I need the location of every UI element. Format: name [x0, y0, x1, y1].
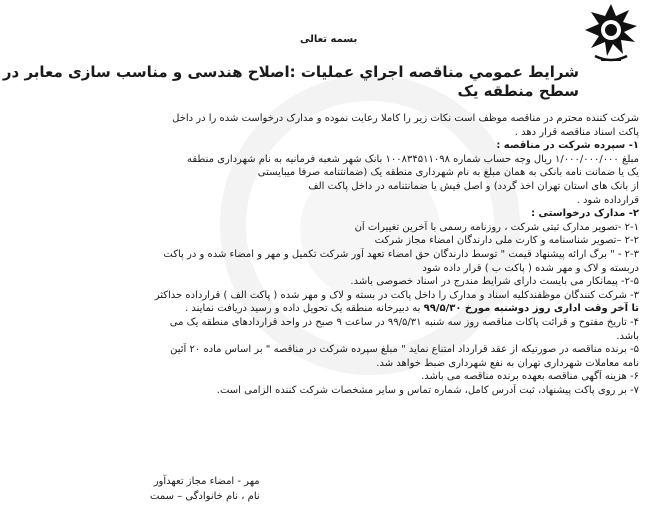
- section-1-line-4: قرارداده شود .: [576, 194, 639, 206]
- section-4-line-1: ۴- تاریخ مفتوح و قرائت پاکات مناقصه روز سه شنبه ۹۹/۵/۳۱ در ساعت ۹ صبح در واحد قراردادهای منطقه یک می: [169, 316, 639, 328]
- document-title: [2, 63, 579, 101]
- section-1-line-1: مبلغ ۱/۰۰۰/۰۰۰/۰۰۰ ریال وجه حساب شماره ۱۰۰۸۳۴۵۱۱۰۹۸ بانک شهر شعبه فرمانیه به نام شهرداری منطقه: [186, 153, 639, 165]
- signature-line-2: نام ، نام خانوادگی – سمت: [150, 491, 260, 502]
- tehran-municipality-emblem-icon: [581, 2, 641, 64]
- section-2-3-line-2: دربسته و لاک و مهر شده ( پاکت ب ) قرار داده شود: [422, 262, 639, 274]
- section-5-line-2: نامه معاملات شهرداری تهران به نفع شهرداری ضبط خواهد شد.: [376, 357, 639, 369]
- section-1-line-3: [19, 180, 639, 194]
- intro-line-2: پاکت اسناد مناقصه قرار دهد .: [514, 126, 639, 138]
- title-line-2: سطح منطقه یک: [457, 82, 579, 100]
- section-4-line-2: باشد.: [616, 330, 639, 342]
- section-1-line-3a: از بانک های استان تهران اخذ گردد): [493, 180, 639, 192]
- section-1-line-3b: و اصل فیش یا ضمانتنامه در داخل پاکت الف: [308, 180, 491, 192]
- section-2-3-line-1: ۲-۳ - " برگ ارائه پیشنهاد قیمت " توسط دارندگان حق امضاء تعهد آور شرکت تکمیل و مهر و امضاء شده و در پاکت: [163, 248, 639, 260]
- signature-block: [150, 474, 260, 504]
- section-6: ۶- هزینه آگهی مناقصه بعهده برنده مناقصه می باشد.: [421, 371, 639, 383]
- section-3-line-1: ۳- شرکت کنندگان موظفندکلیه اسناد و مدارک را داخل پاکت در بسته و لاک و مهر شده ( پاکت الف ) قرارداده حداکثر: [154, 289, 639, 301]
- section-3-deadline: تا آخر وقت اداری روز دوشنبه مورخ ۹۹/۵/۳۰: [423, 303, 639, 315]
- section-3-line-2-rest: به دبیرخانه منطقه یک تحویل داده و رسید دریافت نمایند .: [185, 303, 421, 315]
- section-2-title: ۲- مدارک درخواستی :: [531, 208, 639, 220]
- document-body: [19, 112, 639, 397]
- bismillah-heading: بسمه تعالی: [300, 34, 358, 45]
- signature-line-1: مهر - امضاء مجاز تعهدآور: [153, 476, 260, 487]
- intro-line-1: شرکت کننده محترم در مناقصه موظف است نکات زیر را کاملا رعایت نموده و مدارک درخواست شده را در داخل: [172, 113, 639, 124]
- section-1-line-2b: (ضمانتنامه صرفا میبایستی: [257, 167, 368, 179]
- section-1-title: ۱- سپرده شرکت در مناقصه :: [496, 140, 639, 152]
- section-7: ۷- بر روی پاکت پیشنهاد، ثبت آدرس کامل، شماره تماس و سایر مشخصات شرکت کننده الزامی است.: [216, 384, 639, 396]
- section-5-line-1: ۵- برنده مناقصه در صورتیکه از عقد قرارداد امتناع نماید " مبلغ سپرده شرکت در مناقصه " بر اساس ماده ۲۰ آئین: [170, 344, 639, 356]
- section-1-line-2a: یک یا ضمانت نامه بانکی به همان مبلغ به نام شهرداری منطقه یک: [370, 167, 639, 179]
- section-2-1: ۲-۱ -تصویر مدارک ثبتی شرکت ، روزنامه رسمی با آخرین تغییرات آن: [354, 221, 639, 233]
- section-2-2: ۲-۲ –تصویر شناسنامه و کارت ملی دارندگان امضاء مجاز شرکت: [374, 235, 639, 247]
- title-line-1: شرايط عمومي مناقصه اجراي عمليات :اصلاح هندسی و مناسب سازی معابر در: [2, 63, 579, 81]
- section-2-5: ۲-۵- پیمانکار می بایست دارای شرایط مندرج در اسناد خصوصی باشد.: [350, 276, 639, 288]
- section-1-line-2: [19, 166, 639, 180]
- section-3-line-2: [19, 302, 639, 316]
